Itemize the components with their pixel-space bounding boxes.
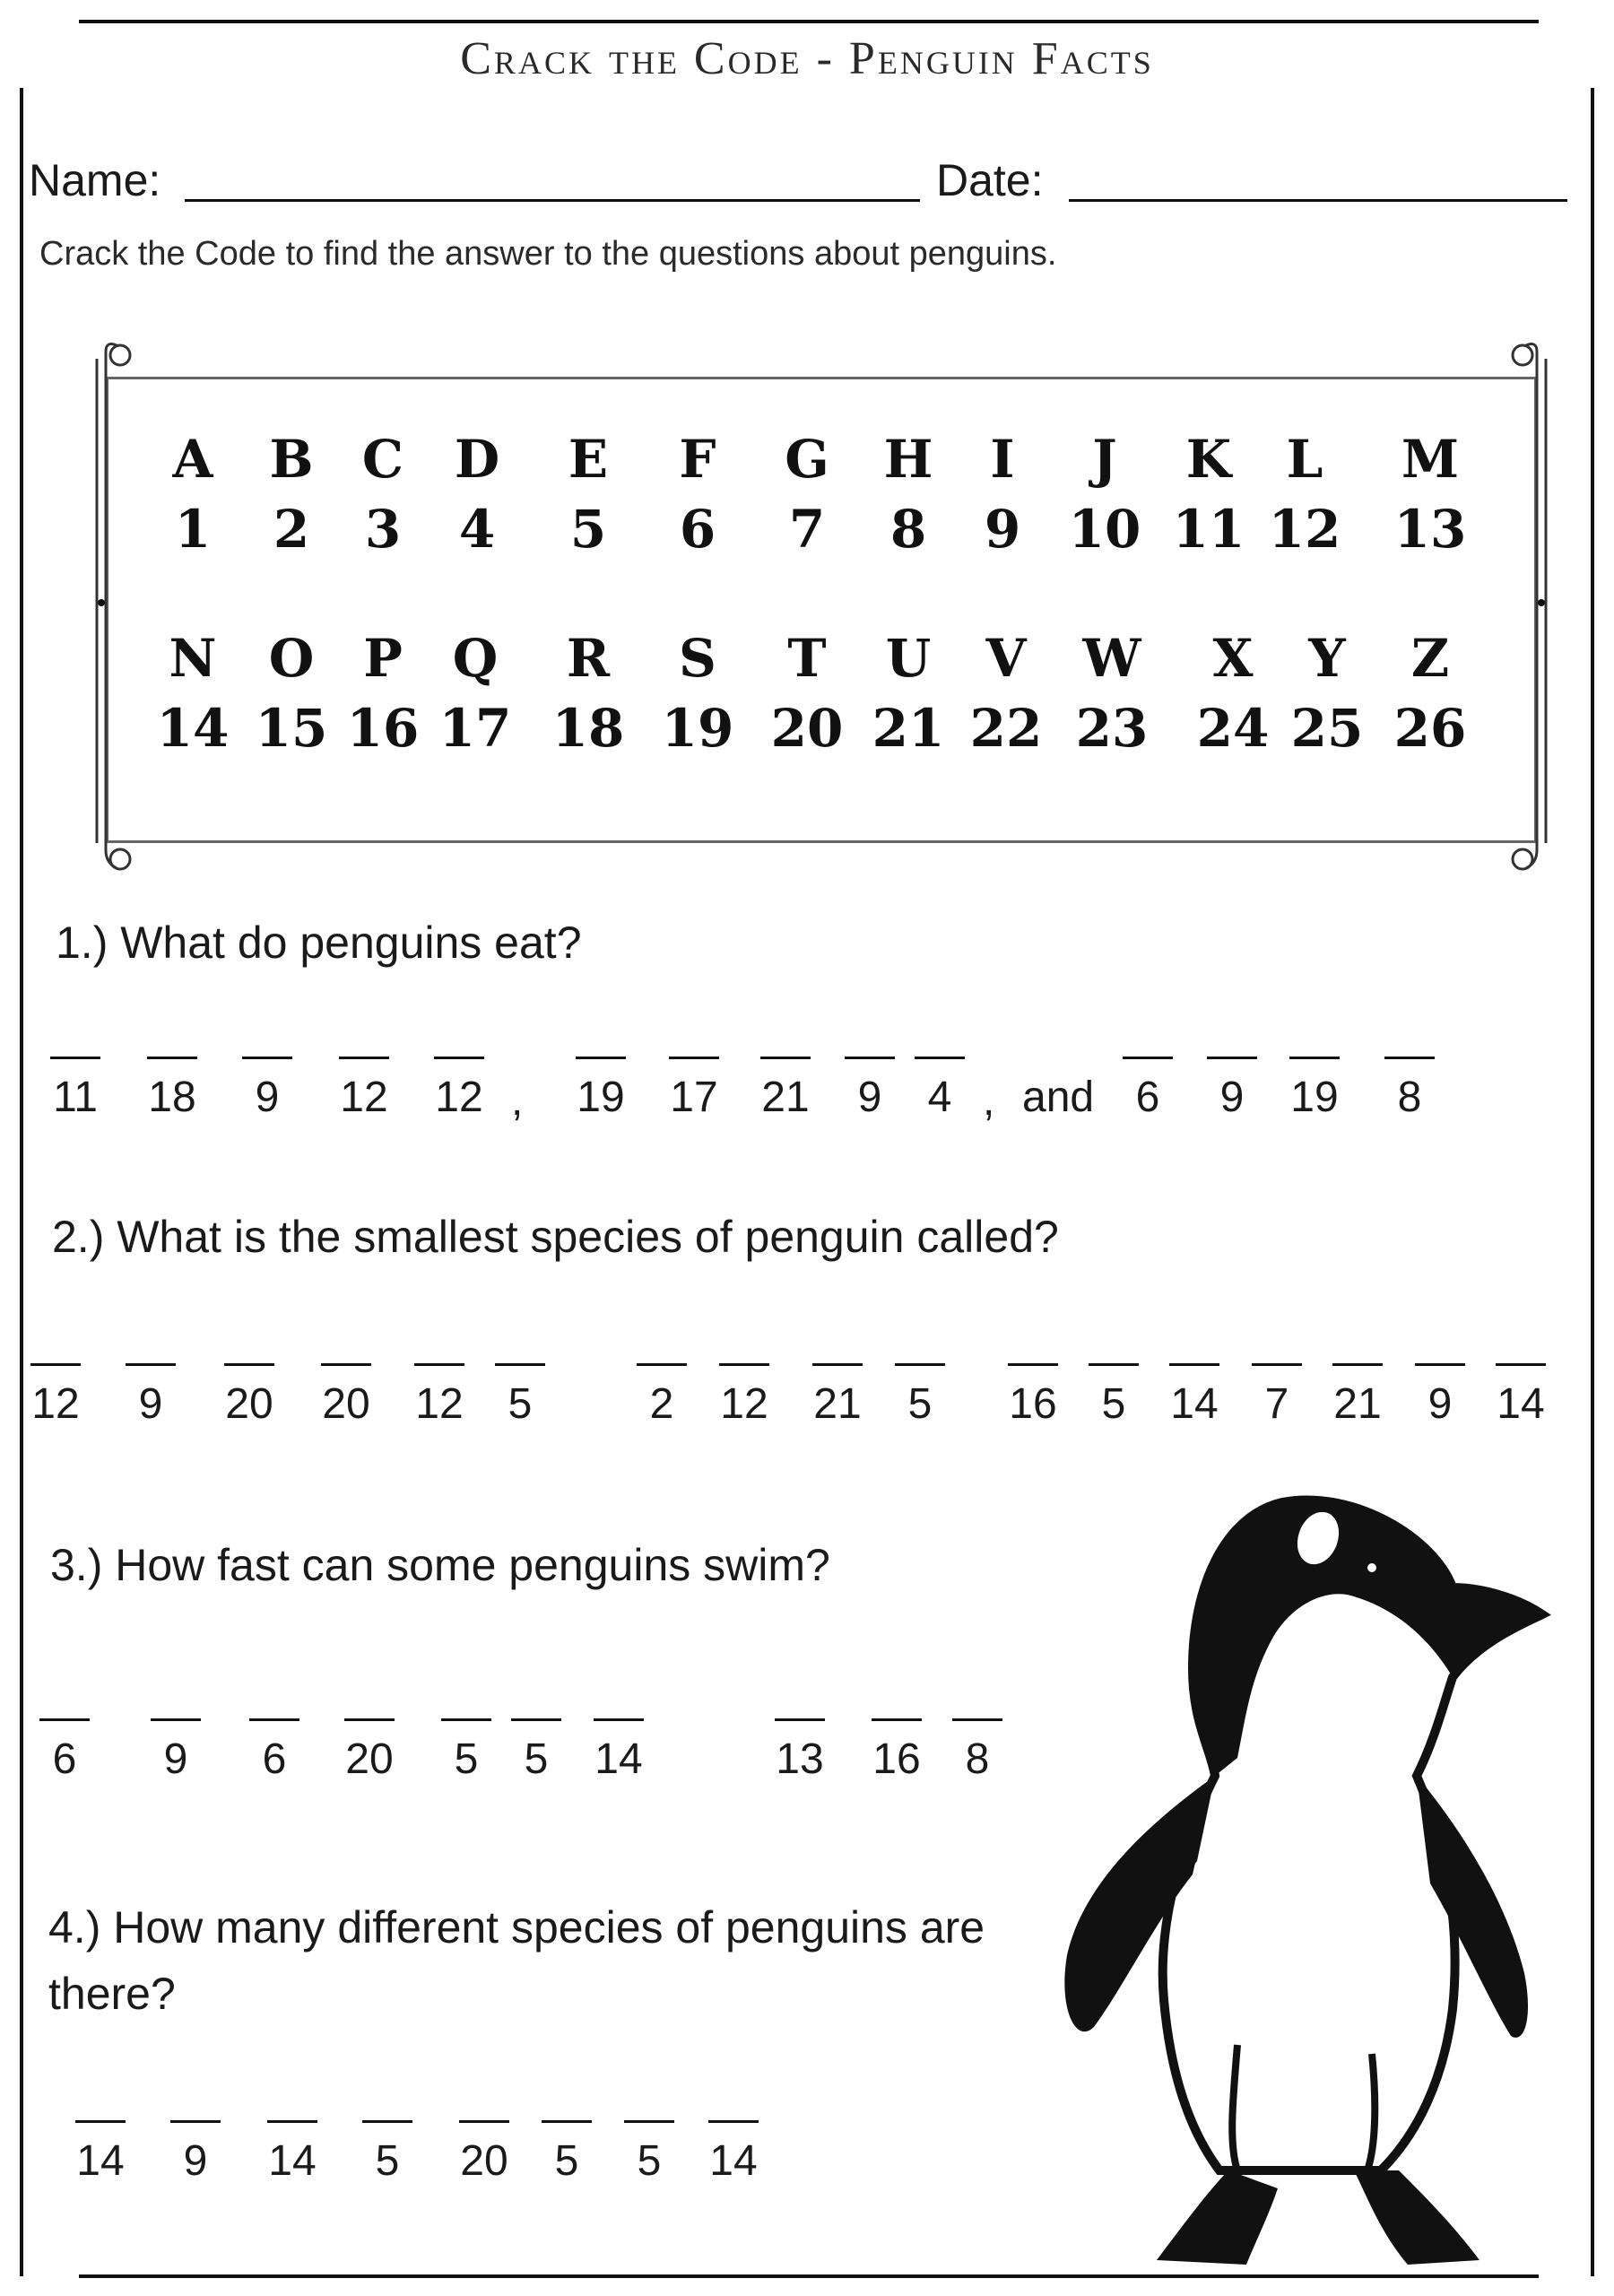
cipher-number-o: 15: [255, 698, 328, 759]
cipher-number-q: 17: [438, 698, 512, 759]
answer-blank[interactable]: [624, 2120, 674, 2123]
answer-blank[interactable]: [267, 2120, 317, 2123]
code-number: 20: [225, 1380, 273, 1428]
answer-blank[interactable]: [895, 1363, 945, 1366]
answer-blank[interactable]: [708, 2120, 759, 2123]
code-number: 2: [649, 1380, 674, 1428]
answer-blank[interactable]: [1384, 1057, 1435, 1059]
answer-blank[interactable]: [1089, 1363, 1139, 1366]
cipher-letter-j: J: [1092, 429, 1117, 490]
code-number: 5: [637, 2137, 662, 2185]
answer-blank[interactable]: [414, 1363, 464, 1366]
answer-blank[interactable]: [321, 1363, 371, 1366]
cipher-number-n: 14: [156, 698, 230, 759]
cipher-letter-f: F: [679, 429, 716, 490]
answer-blank[interactable]: [669, 1057, 719, 1059]
cipher-number-i: 9: [984, 499, 1021, 560]
question-1: 1.) What do penguins eat?: [56, 918, 582, 968]
code-number: 9: [183, 2137, 208, 2185]
answer-blank[interactable]: [775, 1718, 825, 1721]
code-number: 7: [1264, 1380, 1289, 1428]
code-number: 12: [720, 1380, 768, 1428]
answer-blank[interactable]: [362, 2120, 412, 2123]
code-number: 8: [1397, 1074, 1422, 1121]
code-number: 20: [322, 1380, 370, 1428]
cipher-letter-n: N: [169, 628, 217, 689]
code-number: 14: [1170, 1380, 1219, 1428]
cipher-letter-r: R: [566, 628, 611, 689]
answer-blank[interactable]: [30, 1363, 81, 1366]
cipher-number-g: 7: [788, 499, 826, 560]
answer-blank[interactable]: [1207, 1057, 1257, 1059]
code-number: 5: [554, 2137, 579, 2185]
cipher-letter-d: D: [454, 429, 500, 490]
answer-blank[interactable]: [719, 1363, 769, 1366]
cipher-letter-c: C: [361, 429, 404, 490]
cipher-number-m: 13: [1393, 499, 1467, 560]
answer-blank[interactable]: [459, 2120, 509, 2123]
code-number: 14: [1497, 1380, 1545, 1428]
cipher-number-p: 16: [346, 698, 420, 759]
code-number: 21: [761, 1074, 810, 1121]
cipher-number-x: 24: [1196, 698, 1270, 759]
cipher-number-s: 19: [661, 698, 734, 759]
answer-blank[interactable]: [75, 2120, 126, 2123]
code-number: 5: [1101, 1380, 1126, 1428]
question-2: 2.) What is the smallest species of penguin called?: [52, 1212, 1059, 1262]
answer-blank[interactable]: [760, 1057, 811, 1059]
answer-separator: ,: [511, 1077, 524, 1125]
code-number: 19: [1290, 1074, 1339, 1121]
cipher-letter-w: W: [1082, 628, 1141, 689]
date-label: Date:: [936, 155, 1044, 205]
answer-blank[interactable]: [224, 1363, 274, 1366]
code-number: 16: [1009, 1380, 1057, 1428]
cipher-letter-a: A: [172, 429, 213, 490]
code-number: 5: [524, 1735, 549, 1783]
answer-blank[interactable]: [812, 1363, 863, 1366]
cipher-number-z: 26: [1393, 698, 1467, 759]
code-number: 5: [454, 1735, 479, 1783]
answer-blank[interactable]: [576, 1057, 626, 1059]
code-number: 12: [435, 1074, 483, 1121]
answer-blank[interactable]: [39, 1718, 90, 1721]
cipher-number-h: 8: [889, 499, 927, 560]
code-number: 19: [577, 1074, 625, 1121]
answer-blank[interactable]: [434, 1057, 484, 1059]
answer-blank[interactable]: [1332, 1363, 1383, 1366]
answer-blank[interactable]: [872, 1718, 922, 1721]
cipher-letter-k: K: [1185, 429, 1232, 490]
cipher-letter-l: L: [1286, 429, 1323, 490]
code-number: 20: [460, 2137, 508, 2185]
cipher-letter-u: U: [885, 628, 932, 689]
answer-blank[interactable]: [170, 2120, 221, 2123]
code-number: 21: [813, 1380, 862, 1428]
code-number: 5: [508, 1380, 533, 1428]
cipher-number-r: 18: [551, 698, 625, 759]
cipher-number-j: 10: [1068, 499, 1141, 560]
instructions: Crack the Code to find the answer to the questions about penguins.: [39, 235, 1057, 273]
code-number: 12: [31, 1380, 80, 1428]
code-number: 12: [340, 1074, 388, 1121]
cipher-letter-s: S: [679, 628, 716, 689]
cipher-number-b: 2: [273, 499, 310, 560]
answer-blank[interactable]: [495, 1363, 545, 1366]
cipher-letter-v: V: [985, 628, 1027, 689]
answer-blank[interactable]: [441, 1718, 491, 1721]
answer-separator: ,: [983, 1077, 995, 1125]
code-number: 9: [138, 1380, 163, 1428]
answer-blank[interactable]: [1252, 1363, 1302, 1366]
answer-blank[interactable]: [249, 1718, 299, 1721]
answer-blank[interactable]: [1415, 1363, 1465, 1366]
code-number: 21: [1333, 1380, 1382, 1428]
cipher-number-t: 20: [770, 698, 844, 759]
cipher-number-c: 3: [364, 499, 402, 560]
answer-blank[interactable]: [915, 1057, 965, 1059]
answer-blank[interactable]: [1169, 1363, 1219, 1366]
cipher-letter-x: X: [1212, 628, 1254, 689]
cipher-number-k: 11: [1172, 499, 1245, 560]
cipher-letter-q: Q: [452, 628, 499, 689]
answer-blank[interactable]: [845, 1057, 895, 1059]
code-number: 12: [415, 1380, 464, 1428]
answer-blank[interactable]: [151, 1718, 201, 1721]
answer-blank[interactable]: [147, 1057, 197, 1059]
code-number: 6: [1135, 1074, 1160, 1121]
answer-separator: and: [1022, 1074, 1095, 1121]
answer-blank[interactable]: [344, 1718, 395, 1721]
answer-blank[interactable]: [1289, 1057, 1340, 1059]
cipher-letter-p: P: [363, 628, 403, 689]
cipher-letter-i: I: [990, 429, 1015, 490]
answer-blank[interactable]: [1123, 1057, 1173, 1059]
cipher-letter-m: M: [1401, 429, 1460, 490]
name-label: Name:: [29, 155, 161, 205]
cipher-letter-g: G: [785, 429, 829, 490]
code-number: 9: [1427, 1380, 1453, 1428]
code-number: 13: [776, 1735, 824, 1783]
code-number: 17: [670, 1074, 718, 1121]
code-number: 16: [872, 1735, 921, 1783]
question-4: 4.) How many different species of penguins are there?: [48, 1902, 985, 2019]
question-3: 3.) How fast can some penguins swim?: [50, 1540, 830, 1590]
code-number: 14: [709, 2137, 758, 2185]
answer-blank[interactable]: [637, 1363, 687, 1366]
answer-blank[interactable]: [126, 1363, 176, 1366]
answer-blank[interactable]: [594, 1718, 644, 1721]
code-number: 11: [53, 1074, 98, 1121]
answer-blank[interactable]: [50, 1057, 100, 1059]
code-number: 9: [857, 1074, 882, 1121]
cipher-letter-z: Z: [1410, 628, 1450, 689]
code-number: 9: [163, 1735, 188, 1783]
code-number: 20: [345, 1735, 394, 1783]
code-number: 6: [52, 1735, 77, 1783]
cipher-number-w: 23: [1075, 698, 1149, 759]
cipher-number-e: 5: [569, 499, 607, 560]
cipher-number-y: 25: [1290, 698, 1364, 759]
cipher-number-f: 6: [679, 499, 716, 560]
cipher-number-v: 22: [969, 698, 1043, 759]
cipher-number-u: 21: [872, 698, 945, 759]
cipher-letter-b: B: [269, 429, 314, 490]
page-title: Crack the Code - Penguin Facts: [460, 33, 1154, 84]
code-number: 14: [594, 1735, 643, 1783]
answer-blank[interactable]: [542, 2120, 592, 2123]
answer-blank[interactable]: [242, 1057, 292, 1059]
code-number: 5: [375, 2137, 400, 2185]
cipher-letter-e: E: [568, 429, 609, 490]
answer-blank[interactable]: [1496, 1363, 1546, 1366]
cipher-number-d: 4: [458, 499, 496, 560]
cipher-number-a: 1: [174, 499, 212, 560]
cipher-letter-o: O: [268, 628, 315, 689]
penguin-icon: [1058, 1453, 1596, 2278]
answer-blank[interactable]: [1008, 1363, 1058, 1366]
code-number: 6: [262, 1735, 287, 1783]
answer-blank[interactable]: [952, 1718, 1002, 1721]
cipher-letter-h: H: [883, 429, 933, 490]
cipher-letter-y: Y: [1308, 628, 1346, 689]
cipher-number-l: 12: [1268, 499, 1341, 560]
answer-blank[interactable]: [339, 1057, 389, 1059]
code-number: 14: [268, 2137, 317, 2185]
code-number: 5: [907, 1380, 933, 1428]
cipher-letter-t: T: [787, 628, 827, 689]
code-number: 14: [76, 2137, 125, 2185]
answer-blank[interactable]: [511, 1718, 561, 1721]
code-number: 18: [148, 1074, 196, 1121]
code-number: 9: [255, 1074, 280, 1121]
code-number: 4: [927, 1074, 952, 1121]
code-number: 9: [1219, 1074, 1245, 1121]
code-number: 8: [965, 1735, 990, 1783]
